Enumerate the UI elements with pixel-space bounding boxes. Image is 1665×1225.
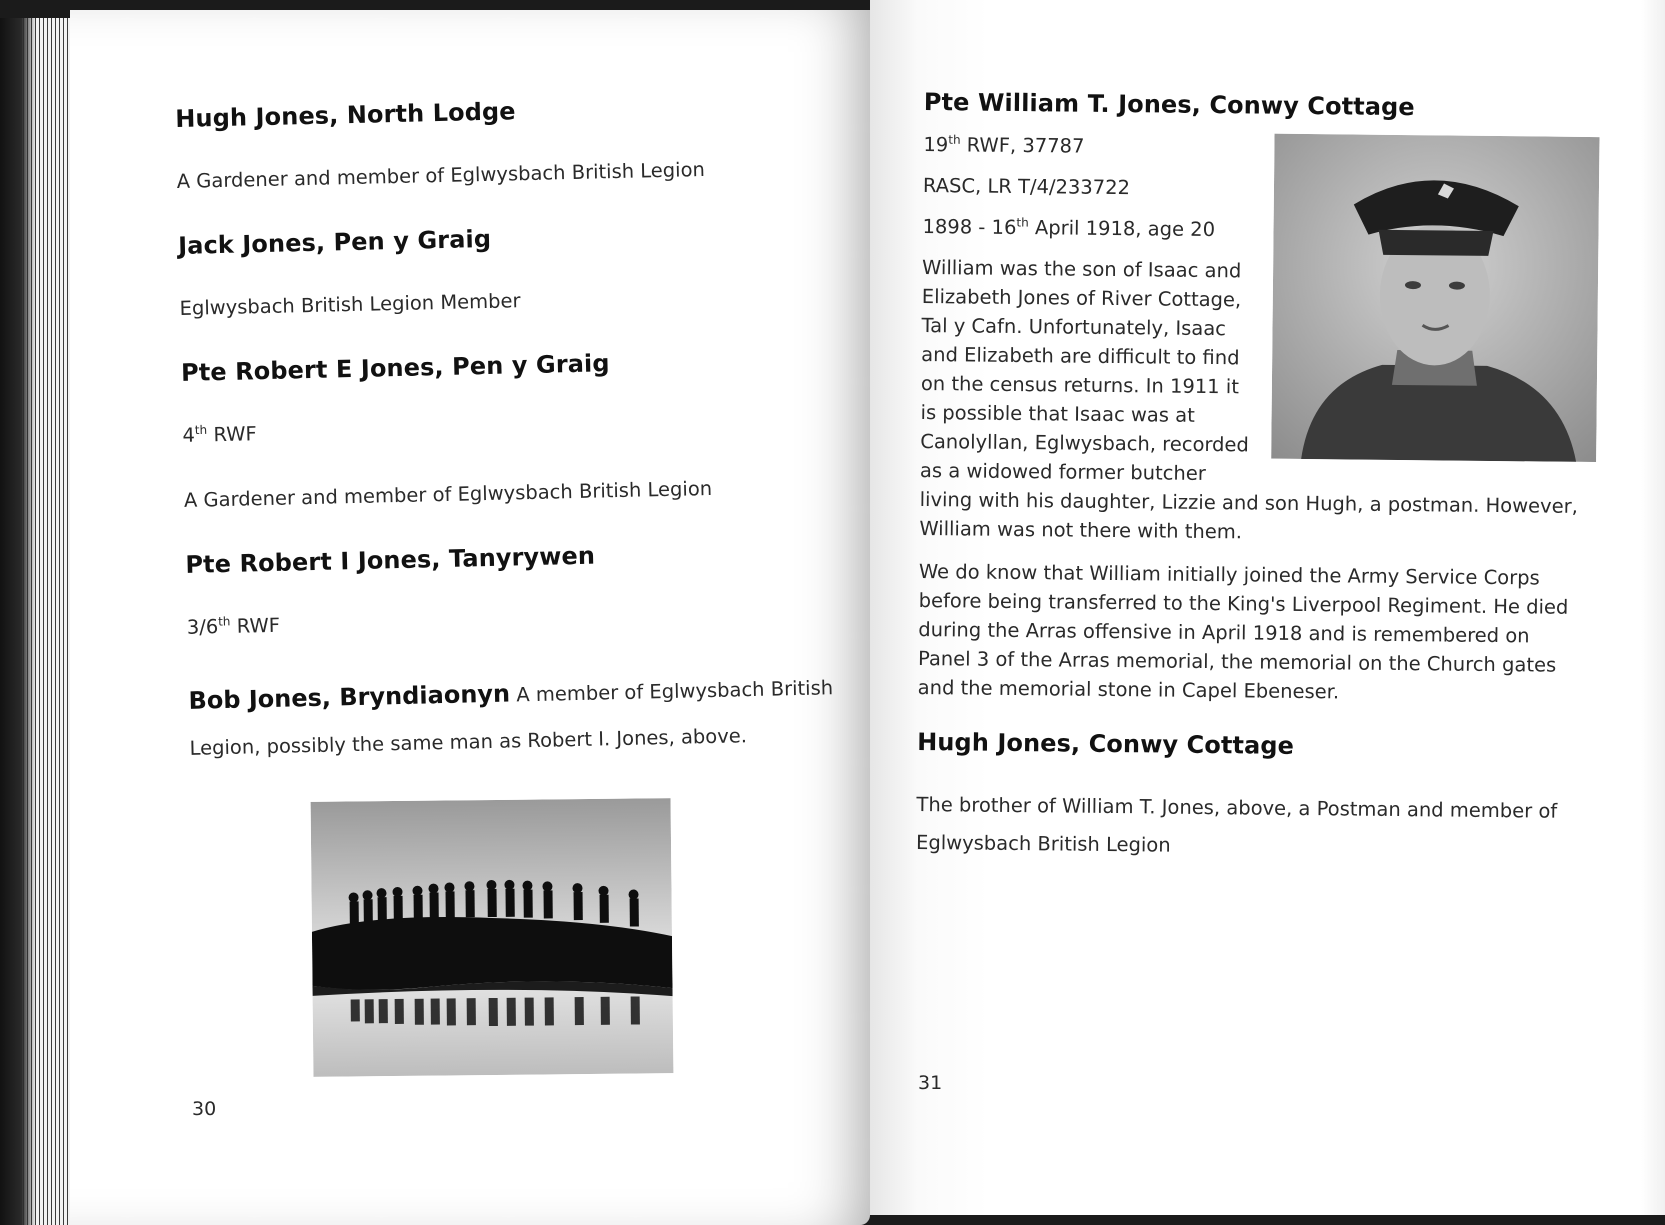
- soldiers-silhouette-photo: [311, 798, 674, 1077]
- entry-title-william-t-jones: Pte William T. Jones, Conwy Cottage: [923, 88, 1415, 122]
- entry-title-robert-e-jones: Pte Robert E Jones, Pen y Graig: [180, 349, 610, 387]
- entry-text: Eglwysbach British Legion Member: [179, 289, 521, 320]
- unit-num: 3/6: [186, 615, 219, 639]
- unit-text: [187, 598, 847, 642]
- dates-pre: 1898 - 16: [922, 214, 1017, 239]
- entry-bob-jones: [188, 663, 850, 772]
- unit-rest: RWF: [206, 422, 257, 447]
- unit-num: 4: [182, 423, 196, 447]
- entry-title-bob-jones: Bob Jones, Bryndiaonyn: [188, 679, 511, 715]
- entry-text: A Gardener and member of Eglwysbach British Legion: [183, 476, 713, 512]
- left-page: [70, 10, 870, 1225]
- unit-line-2: RASC, LR T/4/233722: [922, 173, 1131, 200]
- entry-title-robert-i-jones: Pte Robert I Jones, Tanyrywen: [185, 541, 596, 579]
- unit-sup: th: [194, 422, 208, 438]
- entry-title-jack-jones: Jack Jones, Pen y Graig: [177, 224, 492, 260]
- entry-title-hugh-jones-north-lodge: Hugh Jones, North Lodge: [175, 97, 516, 133]
- entry-inline-text: A member of Eglwysbach British Legion, possibly the same man as Robert I. Jones, above.: [189, 676, 834, 760]
- unit-sup: th: [217, 614, 231, 629]
- right-page: [870, 0, 1665, 1215]
- soldier-portrait-photo: [1271, 134, 1599, 462]
- unit1-rest: RWF, 37787: [960, 133, 1085, 158]
- unit-rest: RWF: [230, 613, 281, 638]
- entry-text: A Gardener and member of Eglwysbach British Legion: [176, 157, 706, 193]
- unit1-num: 19: [923, 132, 949, 157]
- page-number: 30: [192, 1098, 217, 1120]
- paragraph-family: William was the son of Isaac and Elizabeth Jones of River Cottage, Tal y Cafn. Unfortunately, Isaac and Elizabeth are difficult to find on the census returns. In 1911 it is possible that Isaac was at Canolyllan, Eglwysbach, recorded as a widowed former butcher living with his daughter, Lizzie and son Hugh, a postman. However, William was not there with them.: [919, 255, 1579, 544]
- unit-text: [182, 406, 842, 450]
- dates-sup: th: [1016, 215, 1029, 230]
- page-number: 31: [918, 1072, 943, 1094]
- paragraph-service: We do know that William initially joined the Army Service Corps before being transferred to the King's Liverpool Regiment. He died during the Arras offensive in April 1918 and is remembered on Panel 3 of the Arras memorial, the memorial on the Church gates and the memorial stone in Capel Ebeneser.: [917, 559, 1569, 704]
- entry-title-hugh-jones-conwy-cottage: Hugh Jones, Conwy Cottage: [917, 727, 1295, 760]
- dates-post: April 1918, age 20: [1028, 216, 1216, 242]
- left-page-content: [175, 97, 835, 772]
- right-page-content: [915, 88, 1584, 862]
- unit1-sup: th: [948, 132, 961, 147]
- paragraph-hugh-jones: The brother of William T. Jones, above, a Postman and member of Eglwysbach British Legion: [915, 792, 1558, 857]
